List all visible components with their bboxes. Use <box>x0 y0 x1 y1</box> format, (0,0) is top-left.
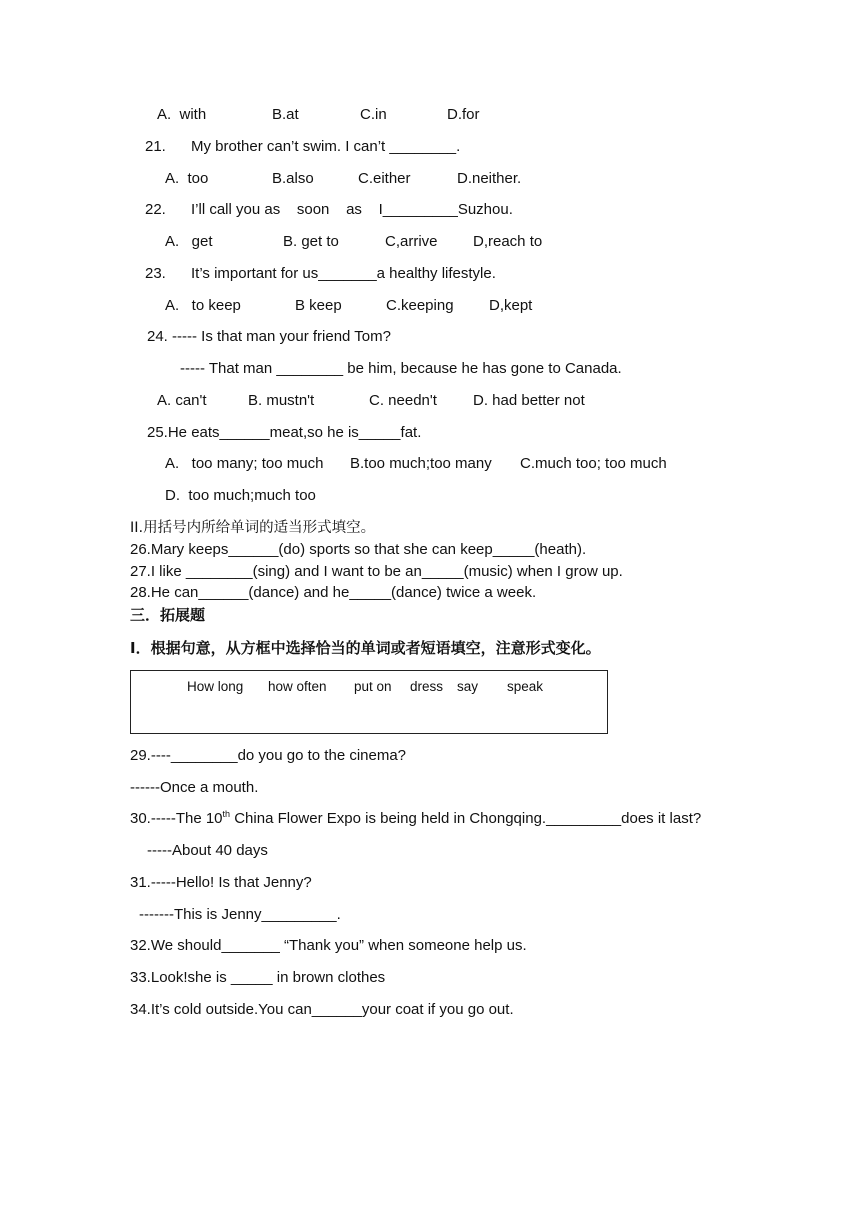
question-31-reply: -------This is Jenny_________. <box>139 906 341 923</box>
question-30-pre: 30.-----The 10 <box>130 810 223 827</box>
question-29-reply: ------Once a mouth. <box>130 779 259 796</box>
option-a: A. too <box>165 170 209 187</box>
question-27: 27.I like ________(sing) and I want to be an_____(music) when I grow up. <box>130 563 623 580</box>
question-number: 23. <box>145 265 166 282</box>
option-c: C. needn't <box>369 392 437 409</box>
option-d: D.neither. <box>457 170 522 187</box>
question-30-reply: -----About 40 days <box>147 842 268 859</box>
section-2-title: II.用括号内所给单词的适当形式填空。 <box>130 520 376 536</box>
option-b: B. get to <box>283 233 339 250</box>
question-reply: ----- That man ________ be him, because he has gone to Canada. <box>180 360 622 377</box>
section-3-title: 三．拓展题 <box>130 606 206 624</box>
question-29: 29.----________do you go to the cinema? <box>130 747 407 764</box>
word-box-item: how often <box>268 679 327 694</box>
q20-option-d: D.for <box>447 106 480 123</box>
option-a: A. can't <box>157 392 207 409</box>
option-c: C.much too; too much <box>520 455 667 472</box>
word-box-item: put on <box>354 679 392 694</box>
word-box-item: speak <box>507 679 544 694</box>
section-3-subtitle: I．根据句意，从方框中选择恰当的单词或者短语填空，注意形式变化。 <box>130 639 601 657</box>
question-30-sup: th <box>222 809 231 819</box>
option-a: A. get <box>165 233 213 250</box>
option-b: B.also <box>272 170 314 187</box>
option-c: C.either <box>358 170 411 187</box>
question-text: 24. ----- Is that man your friend Tom? <box>147 328 391 345</box>
option-a: A. too many; too much <box>165 455 324 472</box>
question-text: My brother can’t swim. I can’t ________. <box>191 138 461 155</box>
q20-option-b: B.at <box>272 106 299 123</box>
question-26: 26.Mary keeps______(do) sports so that she can keep_____(heath). <box>130 541 587 558</box>
option-b: B keep <box>295 297 342 314</box>
question-31: 31.-----Hello! Is that Jenny? <box>130 874 312 891</box>
word-box-item: dress <box>410 679 444 694</box>
option-d: D. too much;much too <box>165 487 316 504</box>
q20-option-a: A. with <box>157 106 207 123</box>
option-b: B. mustn't <box>248 392 315 409</box>
word-box-item: say <box>457 679 479 694</box>
question-33: 33.Look!she is _____ in brown clothes <box>130 969 386 986</box>
question-30-post: China Flower Expo is being held in Chongqing._________does it last? <box>230 810 702 827</box>
option-d: D. had better not <box>473 392 585 409</box>
option-b: B.too much;too many <box>350 455 492 472</box>
question-32: 32.We should_______ “Thank you” when someone help us. <box>130 937 527 954</box>
question-34: 34.It’s cold outside.You can______your coat if you go out. <box>130 1001 514 1018</box>
question-number: 22. <box>145 201 166 218</box>
question-30 <box>130 809 701 829</box>
word-box-item: How long <box>187 679 244 694</box>
option-a: A. to keep <box>165 297 241 314</box>
question-text: 25.He eats______meat,so he is_____fat. <box>147 424 422 441</box>
q20-option-c: C.in <box>360 106 387 123</box>
question-28: 28.He can______(dance) and he_____(dance) twice a week. <box>130 584 537 601</box>
option-c: C,arrive <box>385 233 438 250</box>
question-text: It’s important for us_______a healthy lifestyle. <box>191 265 496 282</box>
question-text: I’ll call you as soon as I_________Suzhou. <box>191 201 513 218</box>
option-d: D,reach to <box>473 233 543 250</box>
question-number: 21. <box>145 138 166 155</box>
option-c: C.keeping <box>386 297 454 314</box>
option-d: D,kept <box>489 297 533 314</box>
